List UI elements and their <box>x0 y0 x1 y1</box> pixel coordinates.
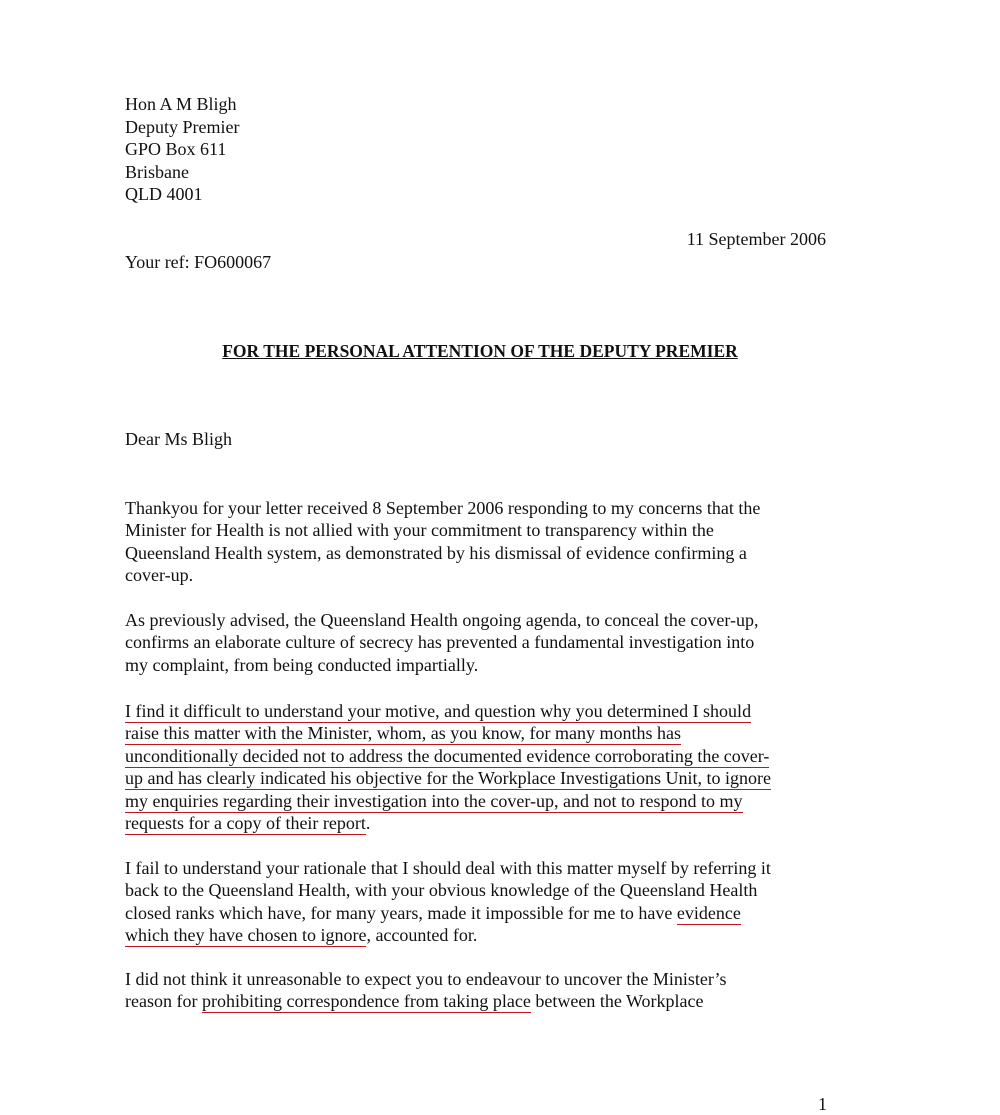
letter-heading: FOR THE PERSONAL ATTENTION OF THE DEPUTY PREMIER <box>222 341 738 361</box>
paragraph-1 <box>125 497 760 587</box>
text-line <box>125 722 771 744</box>
underlined-text: unconditionally decided not to address the documented evidence corroborating the cover- <box>125 745 770 766</box>
recipient-city: Brisbane <box>125 161 189 182</box>
text-line <box>125 767 771 789</box>
text-line: I did not think it unreasonable to expect you to endeavour to uncover the Minister’s <box>125 969 727 989</box>
text-line <box>125 812 771 834</box>
text-line: confirms an elaborate culture of secrecy has prevented a fundamental investigation into <box>125 632 755 653</box>
text-line: my complaint, from being conducted impartially. <box>125 654 479 675</box>
plain-text: . <box>365 813 371 834</box>
paragraph-3 <box>125 700 771 834</box>
underlined-text: I find it difficult to understand your motive, and question why you determined I should <box>125 701 752 721</box>
text-line: As previously advised, the Queensland Health ongoing agenda, to conceal the cover-up, <box>125 610 759 630</box>
underlined-text: which they have chosen to ignore <box>125 925 367 946</box>
text-line: Queensland Health system, as demonstrated by his dismissal of evidence confirming a <box>125 542 747 563</box>
text-line <box>125 745 771 767</box>
text-line <box>125 902 771 924</box>
reference-line: Your ref: FO600067 <box>125 252 272 272</box>
page-number: 1 <box>818 1094 827 1114</box>
paragraph-4 <box>125 857 771 947</box>
salutation: Dear Ms Bligh <box>125 429 232 449</box>
paragraph-2 <box>125 609 758 676</box>
underlined-text: prohibiting correspondence from taking place <box>201 991 531 1012</box>
letter-date: 11 September 2006 <box>686 229 826 249</box>
text-line <box>125 790 771 812</box>
plain-text: between the Workplace <box>530 991 704 1012</box>
text-line: Minister for Health is not allied with your commitment to transparency within the <box>125 520 714 541</box>
text-line: I fail to understand your rationale that I should deal with this matter myself by referring it <box>125 858 771 878</box>
recipient-title: Deputy Premier <box>125 116 240 137</box>
plain-text: closed ranks which have, for many years, made it impossible for me to have <box>125 902 677 923</box>
text-line: Thankyou for your letter received 8 September 2006 responding to my concerns that the <box>125 498 761 518</box>
text-line <box>125 924 771 946</box>
recipient-postcode: QLD 4001 <box>125 184 203 204</box>
plain-text: reason for <box>125 991 202 1012</box>
text-line: cover-up. <box>125 565 194 586</box>
underlined-text: my enquiries regarding their investigation into the cover-up, and not to respond to my <box>125 790 743 811</box>
recipient-name: Hon A M Bligh <box>125 94 237 114</box>
underlined-text: raise this matter with the Minister, whom, as you know, for many months has <box>125 723 682 744</box>
text-line <box>125 700 771 722</box>
text-line: back to the Queensland Health, with your obvious knowledge of the Queensland Health <box>125 880 758 901</box>
underlined-text: evidence <box>676 902 741 923</box>
recipient-po-box: GPO Box 611 <box>125 139 227 159</box>
plain-text: , accounted for. <box>366 925 478 946</box>
underlined-text: requests for a copy of their report <box>125 813 366 834</box>
paragraph-5 <box>125 968 727 1013</box>
text-line <box>125 990 727 1012</box>
underlined-text: up and has clearly indicated his objective for the Workplace Investigations Unit, to ignore <box>125 768 772 789</box>
recipient-address <box>125 93 239 206</box>
